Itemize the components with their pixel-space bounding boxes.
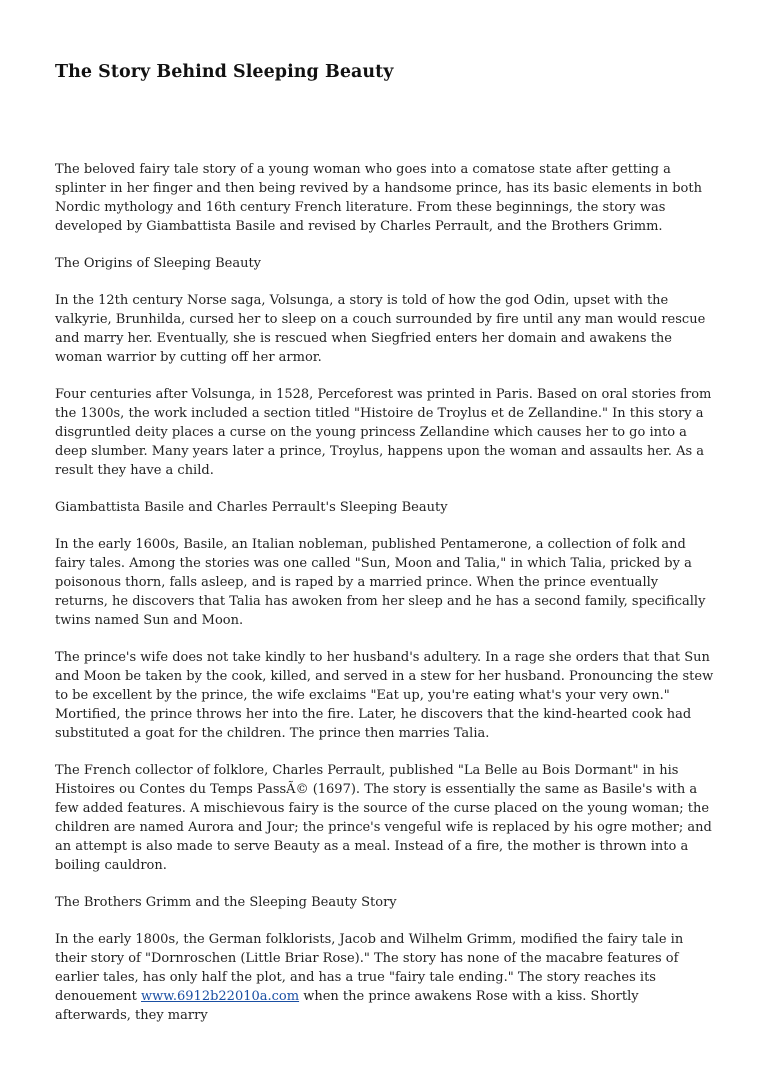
paragraph-princes-wife: The prince's wife does not take kindly to her husband's adultery. In a rage she orders that that Sun and Moon be taken by the cook, killed, and served in a stew for her husband. Pronouncing the stew to be excellent by the prince, the wife exclaims "Eat up, you're eating what's your very own." Mortified, the prince throws her into the fire. Later, he discovers that the kind-hearted cook had substituted a goat for the children. The prince then marries Talia. — [55, 650, 714, 741]
section-heading-origins: The Origins of Sleeping Beauty — [55, 256, 262, 271]
intro-paragraph: The beloved fairy tale story of a young woman who goes into a comatose state after getting a splinter in her finger and then being revived by a handsome prince, has its basic elements in both Nordic mythology and 16th century French literature. From these beginnings, the story was developed by Giambattista Basile and revised by Charles Perrault, and the Brothers Grimm. — [55, 162, 702, 234]
document-body — [55, 160, 715, 1043]
inline-link[interactable]: www.6912b22010a.com — [141, 989, 300, 1004]
paragraph-grimm — [55, 930, 715, 1025]
document-title: The Story Behind Sleeping Beauty — [55, 62, 394, 82]
paragraph-grimm-text-after: when the prince awakens Rose with a kiss. Shortly afterwards, they marry — [55, 989, 639, 1023]
paragraph-volsunga: In the 12th century Norse saga, Volsunga, a story is told of how the god Odin, upset with the valkyrie, Brunhilda, cursed her to sleep on a couch surrounded by fire until any man would rescue and marry her. Eventually, she is rescued when Siegfried enters her domain and awakens the woman warrior by cutting off her armor. — [55, 293, 706, 365]
section-heading-grimm: The Brothers Grimm and the Sleeping Beauty Story — [55, 895, 397, 910]
paragraph-basile: In the early 1600s, Basile, an Italian nobleman, published Pentamerone, a collection of folk and fairy tales. Among the stories was one called "Sun, Moon and Talia," in which Talia, pricked by a poisonous thorn, falls asleep, and is raped by a married prince. When the prince eventually returns, he discovers that Talia has awoken from her sleep and he has a second family, specifically twins named Sun and Moon. — [55, 537, 706, 628]
section-heading-basile-perrault: Giambattista Basile and Charles Perrault's Sleeping Beauty — [55, 500, 448, 515]
paragraph-perrault: The French collector of folklore, Charles Perrault, published "La Belle au Bois Dormant" in his Histoires ou Contes du Temps PassÃ© (1697). The story is essentially the same as Basile's with a few added features. A mischievous fairy is the source of the curse placed on the young woman; the children are named Aurora and Jour; the prince's vengeful wife is replaced by his ogre mother; and an attempt is also made to serve Beauty as a meal. Instead of a fire, the mother is thrown into a boiling cauldron. — [55, 763, 712, 873]
paragraph-perceforest: Four centuries after Volsunga, in 1528, Perceforest was printed in Paris. Based on oral stories from the 1300s, the work included a section titled "Histoire de Troylus et de Zellandine." In this story a disgruntled deity places a curse on the young princess Zellandine which causes her to go into a deep slumber. Many years later a prince, Troylus, happens upon the woman and assaults her. As a result they have a child. — [55, 387, 712, 478]
paragraph-grimm-text-before: In the early 1800s, the German folklorists, Jacob and Wilhelm Grimm, modified the fairy tale in their story of "Dornroschen (Little Briar Rose)." The story has none of the macabre features of earlier tales, has only half the plot, and has a true "fairy tale ending." The story reaches its denouement — [55, 932, 684, 1004]
